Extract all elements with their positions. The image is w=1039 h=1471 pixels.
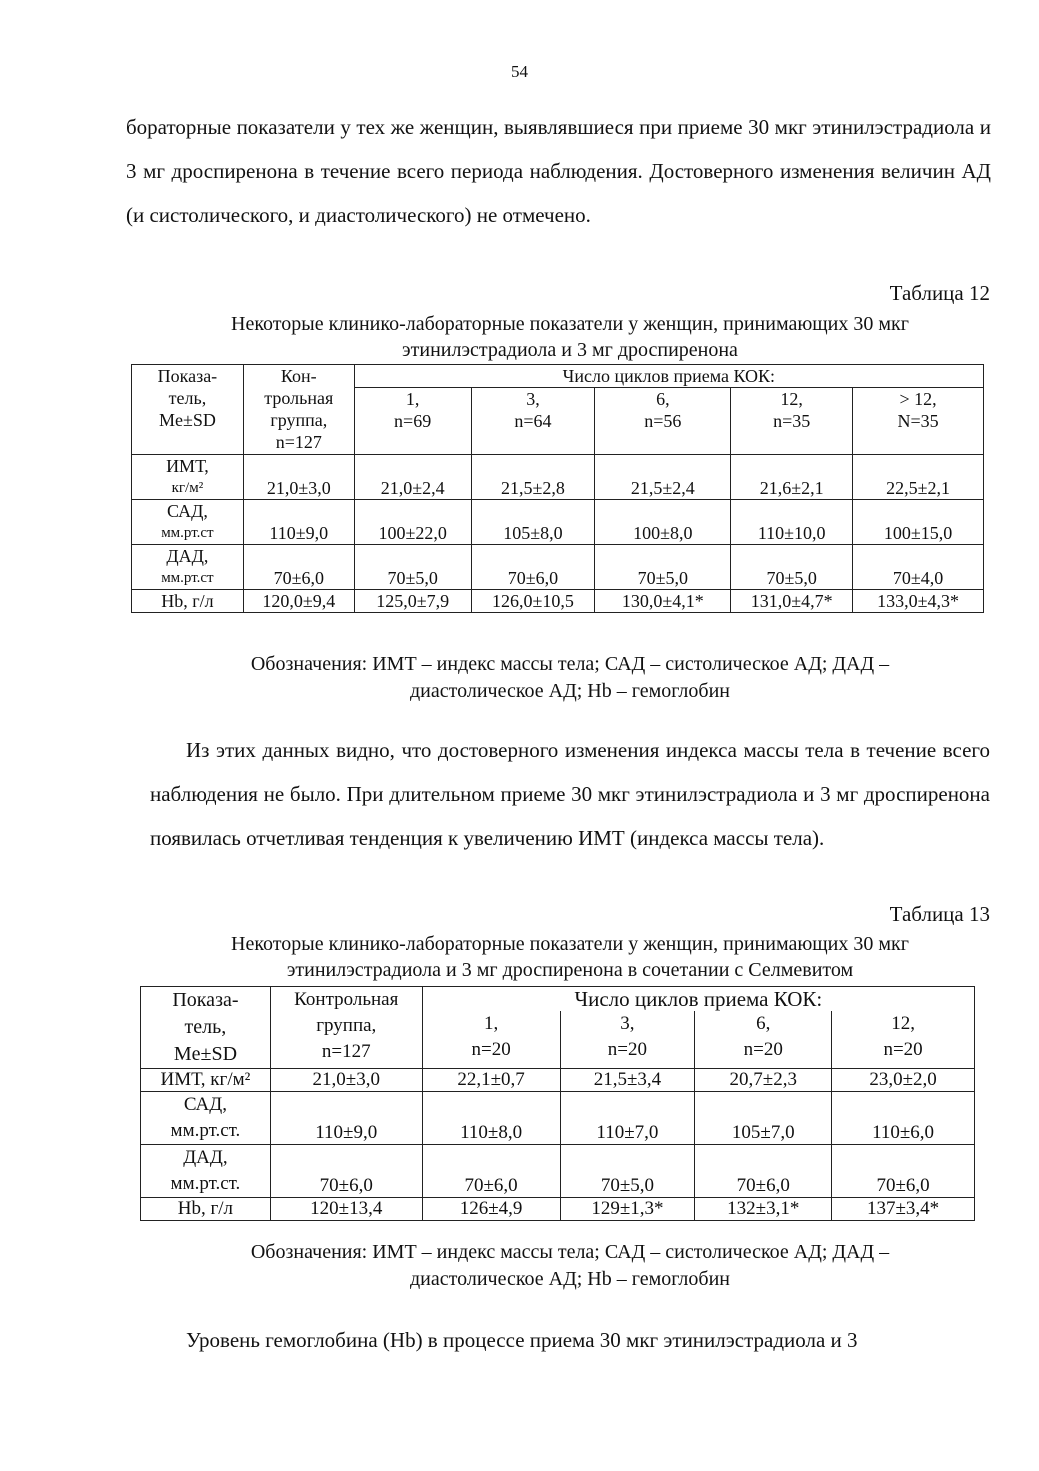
paragraph-1: бораторные показатели у тех же женщин, выявлявшиеся при приеме 30 мкг этинилэстрадиола и 3 мг дроспиренона в течение всего периода наблюдения. Достоверного изменения величин АД (и систолического, и диастолического) не отмечено. [126, 115, 991, 227]
table-cell: 70±6,0 [422, 1145, 560, 1198]
row-label-top: ИМТ, [166, 456, 209, 476]
table-cell: 70±5,0 [731, 545, 853, 590]
row-label-bottom: мм.рт.ст. [170, 1173, 241, 1194]
header-text: Me±SD [158, 410, 216, 430]
table-13-row-label [141, 1145, 271, 1198]
table-cell: 21,0±3,0 [270, 1069, 422, 1092]
table-13-header-cycles-title: Число циклов приема КОК: [422, 987, 974, 1012]
table-12-label: Таблица 12 [889, 281, 990, 305]
table-12-header-row-1 [132, 365, 984, 388]
table-cell: 110±9,0 [270, 1092, 422, 1145]
table-cell: 70±5,0 [560, 1145, 695, 1198]
table-cell: 22,1±0,7 [422, 1069, 560, 1092]
table-12-row-label [132, 455, 244, 500]
table-cell: 70±6,0 [243, 545, 354, 590]
row-label-bottom: мм.рт.ст [161, 570, 214, 586]
table-row [141, 1092, 975, 1145]
header-text: 1, [483, 1013, 499, 1035]
table-cell: 70±6,0 [270, 1145, 422, 1198]
header-text: Показа- [172, 989, 239, 1011]
table-13-label: Таблица 13 [889, 902, 990, 926]
table-cell: 110±6,0 [832, 1092, 975, 1145]
table-12-caption-line-1: Некоторые клинико-лабораторные показатели у женщин, принимающих 30 мкг [231, 313, 909, 335]
row-label-bottom: мм.рт.ст [161, 525, 214, 541]
table-13-notes-line-1: Обозначения: ИМТ – индекс массы тела; САД – систолическое АД; ДАД – [250, 1241, 890, 1263]
table-cell: 105±7,0 [695, 1092, 832, 1145]
header-text: тель, [168, 388, 207, 408]
table-13-header-indicator [141, 987, 271, 1069]
table-cell: 110±7,0 [560, 1092, 695, 1145]
header-text: n=127 [321, 1041, 371, 1062]
table-13-header-control [270, 987, 422, 1069]
row-label-bottom: кг/м² [171, 480, 204, 496]
header-text: n=20 [743, 1039, 783, 1061]
header-text: Контрольная [294, 989, 399, 1010]
table-cell: 105±8,0 [471, 500, 595, 545]
header-text: n=127 [275, 432, 322, 452]
header-text: 3, [526, 389, 540, 409]
table-cell: 21,6±2,1 [731, 455, 853, 500]
table-row [141, 1198, 975, 1221]
header-text: 6, [756, 1013, 771, 1035]
table-cell: 125,0±7,9 [354, 590, 471, 613]
table-cell: 129±1,3* [560, 1198, 695, 1221]
paragraph-2: Из этих данных видно, что достоверного изменения индекса массы тела в течение всего наблюдения не было. При длительном приеме 30 мкг этинилэстрадиола и 3 мг дроспиренона появилась отчетливая тенденция к увеличению ИМТ (индекса массы тела). [150, 738, 990, 850]
table-13-header-cycle [422, 1011, 560, 1068]
header-text: > 12, [899, 389, 937, 409]
header-text: Кон- [280, 366, 317, 386]
table-13-row-label [141, 1092, 271, 1145]
header-text: трольная [264, 388, 334, 408]
table-13-notes-line-2: диастолическое АД; Hb – гемоглобин [410, 1268, 730, 1290]
header-text: тель, [184, 1016, 227, 1038]
table-cell: 20,7±2,3 [695, 1069, 832, 1092]
table-12-header-cycle [471, 388, 595, 455]
table-13-header-cycle [832, 1011, 975, 1068]
header-text: n=69 [394, 411, 432, 431]
header-text: группа, [316, 1015, 377, 1036]
table-cell: 21,5±2,8 [471, 455, 595, 500]
table-12-row-label [132, 500, 244, 545]
table-12-row-label: Hb, г/л [132, 590, 244, 613]
table-13-caption-line-2: этинилэстрадиола и 3 мг дроспиренона в сочетании с Селмевитом [286, 959, 854, 981]
header-text: группа, [270, 410, 328, 430]
header-text: n=20 [471, 1039, 511, 1061]
table-13-row-label: ИМТ, кг/м² [141, 1069, 271, 1092]
table-cell: 70±6,0 [471, 545, 595, 590]
table-row [141, 1069, 975, 1092]
table-cell: 70±6,0 [832, 1145, 975, 1198]
table-12-notes-line-1: Обозначения: ИМТ – индекс массы тела; САД – систолическое АД; ДАД – [250, 653, 890, 675]
row-label-bottom: мм.рт.ст. [170, 1120, 241, 1141]
table-12-header-cycle [853, 388, 984, 455]
table-cell: 137±3,4* [832, 1198, 975, 1221]
table-row [132, 500, 984, 545]
header-text: n=20 [607, 1039, 648, 1061]
table-13-header-cycle [695, 1011, 832, 1068]
table-cell: 21,5±3,4 [560, 1069, 695, 1092]
table-13-caption-line-1: Некоторые клинико-лабораторные показатели у женщин, принимающих 30 мкг [231, 933, 909, 955]
header-text: 6, [656, 389, 670, 409]
table-cell: 133,0±4,3* [853, 590, 984, 613]
table-cell: 131,0±4,7* [731, 590, 853, 613]
table-cell: 70±5,0 [595, 545, 731, 590]
header-text: n=64 [514, 411, 552, 431]
table-13-header-cycle [560, 1011, 695, 1068]
table-row [132, 545, 984, 590]
table-row [132, 590, 984, 613]
table-cell: 120±13,4 [270, 1198, 422, 1221]
table-cell: 70±5,0 [354, 545, 471, 590]
header-text: n=56 [644, 411, 682, 431]
page-number: 54 [511, 62, 528, 81]
paragraph-3: Уровень гемоглобина (Hb) в процессе приема 30 мкг этинилэстрадиола и 3 [186, 1328, 858, 1352]
row-label-top: ДАД, [166, 546, 209, 566]
table-12-notes-line-2: диастолическое АД; Hb – гемоглобин [410, 680, 730, 702]
table-cell: 110±8,0 [422, 1092, 560, 1145]
table-cell: 126±4,9 [422, 1198, 560, 1221]
table-12-header-cycles-title: Число циклов приема КОК: [354, 365, 983, 388]
header-text: 1, [405, 389, 420, 409]
table-13-caption [140, 931, 1000, 983]
table-cell: 126,0±10,5 [471, 590, 595, 613]
table-12 [131, 364, 984, 613]
table-cell: 22,5±2,1 [853, 455, 984, 500]
header-text: n=35 [773, 411, 811, 431]
table-cell: 100±22,0 [354, 500, 471, 545]
table-cell: 70±6,0 [695, 1145, 832, 1198]
table-12-header-control [243, 365, 354, 455]
row-label-top: ДАД, [183, 1147, 228, 1168]
table-cell: 21,0±3,0 [243, 455, 354, 500]
table-cell: 100±15,0 [853, 500, 984, 545]
table-cell: 21,0±2,4 [354, 455, 471, 500]
header-text: Показа- [157, 366, 218, 386]
header-text: n=20 [883, 1039, 923, 1061]
table-cell: 130,0±4,1* [595, 590, 731, 613]
table-row [132, 455, 984, 500]
table-cell: 23,0±2,0 [832, 1069, 975, 1092]
table-13 [140, 986, 975, 1221]
table-13-notes [140, 1239, 1000, 1293]
header-text: 12, [780, 389, 803, 409]
table-cell: 110±9,0 [243, 500, 354, 545]
table-cell: 21,5±2,4 [595, 455, 731, 500]
table-cell: 110±10,0 [731, 500, 853, 545]
row-label-top: САД, [166, 501, 208, 521]
table-row [141, 1145, 975, 1198]
table-12-caption-line-2: этинилэстрадиола и 3 мг дроспиренона [402, 339, 738, 361]
table-12-header-cycle [595, 388, 731, 455]
table-cell: 70±4,0 [853, 545, 984, 590]
header-text: N=35 [897, 411, 939, 431]
table-12-header-cycle [731, 388, 853, 455]
table-cell: 100±8,0 [595, 500, 731, 545]
table-12-row-label [132, 545, 244, 590]
table-cell: 132±3,1* [695, 1198, 832, 1221]
table-cell: 120,0±9,4 [243, 590, 354, 613]
table-12-header-indicator [132, 365, 244, 455]
row-label-top: САД, [183, 1094, 227, 1115]
header-text: Me±SD [173, 1043, 238, 1065]
table-13-row-label: Hb, г/л [141, 1198, 271, 1221]
table-12-caption [140, 311, 1000, 363]
table-12-notes [140, 651, 1000, 705]
table-12-header-cycle [354, 388, 471, 455]
header-text: 3, [620, 1013, 635, 1035]
table-13-header-row-1 [141, 987, 975, 1012]
header-text: 12, [891, 1013, 915, 1035]
